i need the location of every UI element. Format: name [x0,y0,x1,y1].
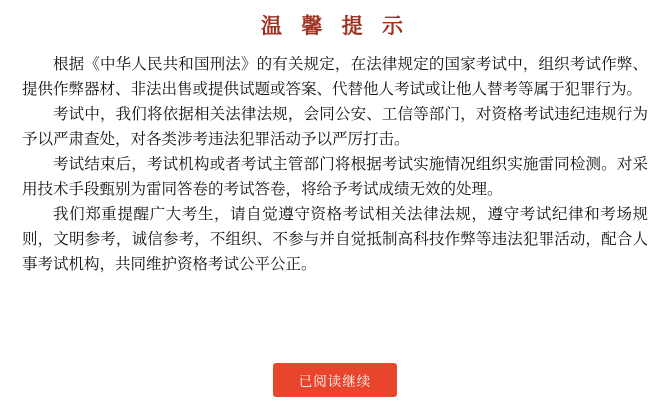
page-title: 温 馨 提 示 [261,13,409,38]
notice-paragraph: 考试中，我们将依据相关法律法规，会同公安、工信等部门，对资格考试违纪违规行为予以严肃查处，对各类涉考违法犯罪活动予以严厉打击。 [22,105,648,148]
notice-body [0,44,670,277]
footer-actions [0,363,670,397]
continue-button[interactable]: 已阅读继续 [273,363,398,397]
notice-paragraph: 根据《中华人民共和国刑法》的有关规定，在法律规定的国家考试中，组织考试作弊、提供作弊器材、非法出售或提供试题或答案、代替他人考试或让他人替考等属于犯罪行为。 [22,55,648,98]
notice-paragraph: 考试结束后，考试机构或者考试主管部门将根据考试实施情况组织实施雷同检测。对采用技术手段甄别为雷同答卷的考试答卷，将给予考试成绩无效的处理。 [22,155,648,198]
notice-paragraph: 我们郑重提醒广大考生，请自觉遵守资格考试相关法律法规，遵守考试纪律和考场规则，文明参考，诚信参考，不组织、不参与并自觉抵制高科技作弊等违法犯罪活动，配合人事考试机构，共同维护资格考试公平公正。 [22,205,648,273]
